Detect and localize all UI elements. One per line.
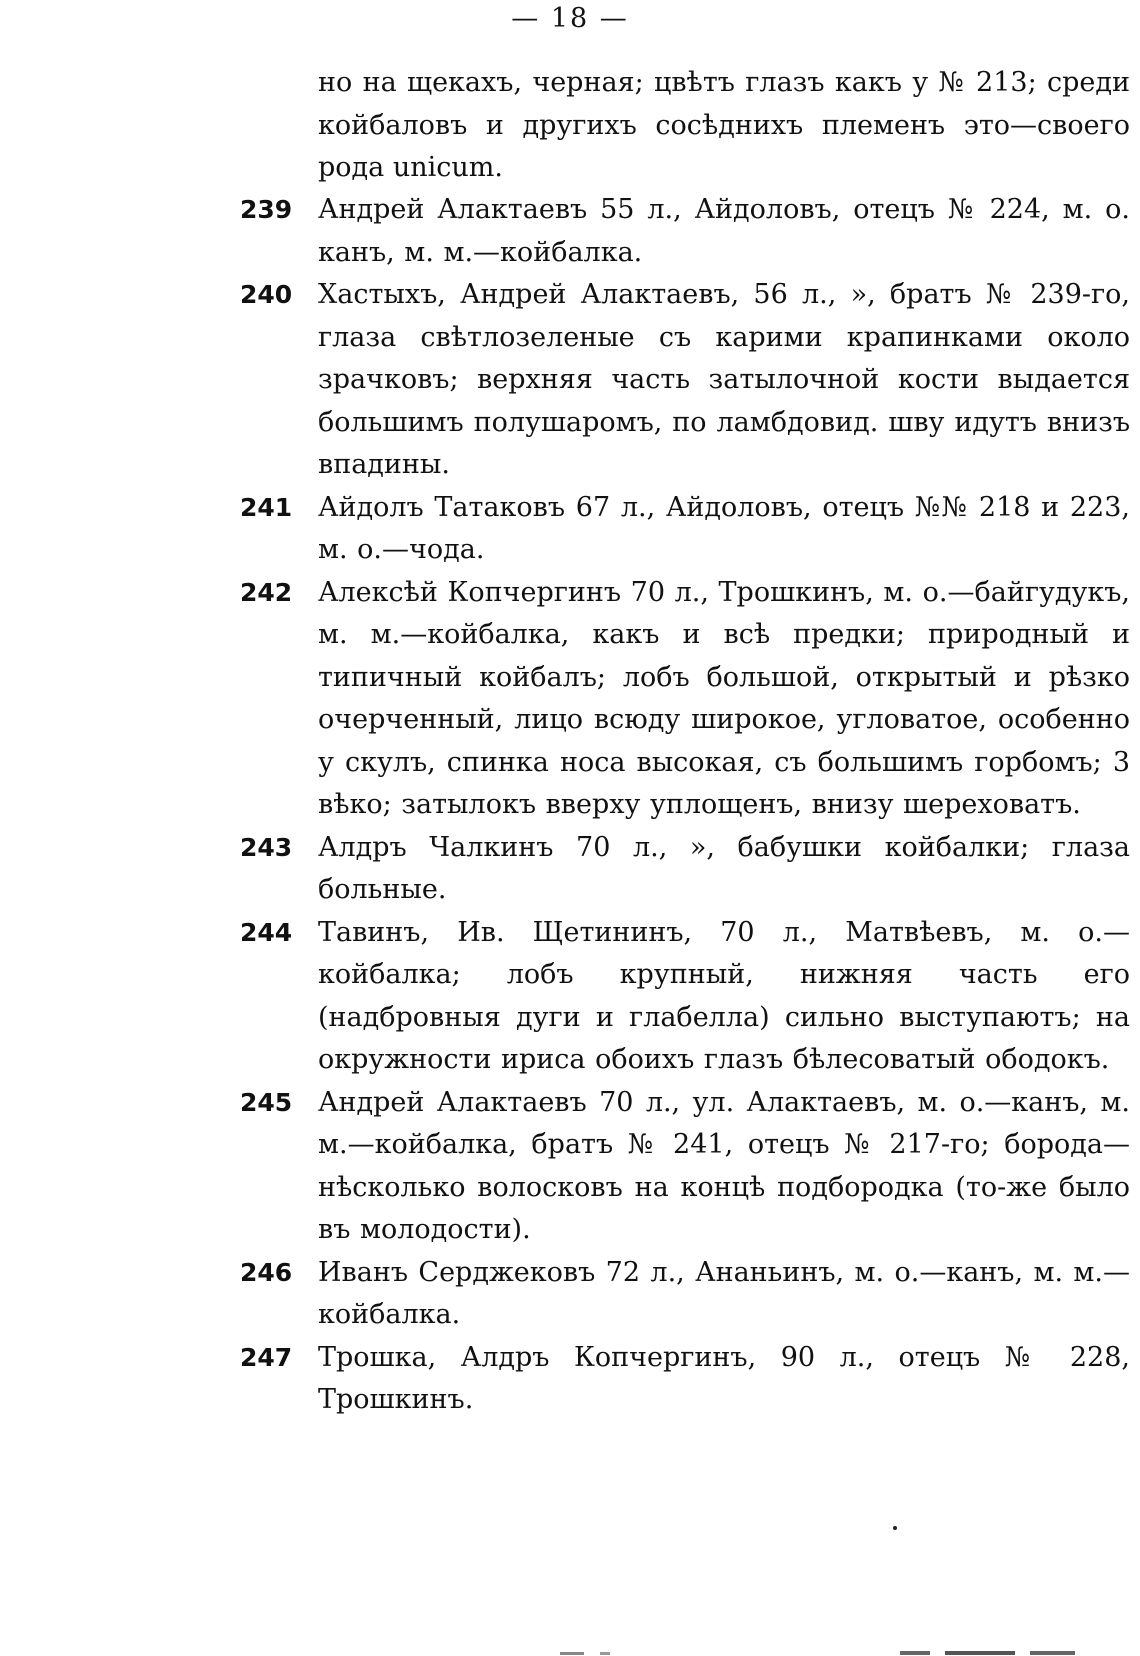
entry-number: 247 <box>240 1342 293 1372</box>
entry-246 <box>0 1252 1140 1337</box>
entry-text: Андрей Алактаевъ 70 л., ул. Алактаевъ, м. о.—канъ, м. м.—койбалка, братъ № 241, отецъ № 217-го; борода—нѣсколько волосковъ на концѣ подбородка (то-же было въ молодости). <box>318 1086 1130 1245</box>
entry-number: 243 <box>240 832 293 862</box>
entry-240 <box>0 274 1140 487</box>
page-number: — 18 — <box>511 3 629 34</box>
entry-245 <box>0 1082 1140 1252</box>
entry-247 <box>0 1337 1140 1422</box>
entry-number: 242 <box>240 577 293 607</box>
entry-text: Алексѣй Копчергинъ 70 л., Трошкинъ, м. о.—байгудукъ, м. м.—койбалка, какъ и всѣ предки; природный и типичный койбалъ; лобъ большой, открытый и рѣзко очерченный, лицо всюду широкое, угловатое, особенно у скулъ, спинка носа высокая, съ большимъ горбомъ; 3 вѣко; затылокъ вверху уплощенъ, внизу шереховатъ. <box>318 576 1130 820</box>
entry-text: Иванъ Серджековъ 72 л., Ананьинъ, м. о.—канъ, м. м.—койбалка. <box>318 1256 1130 1330</box>
entry-text: Алдръ Чалкинъ 70 л., », бабушки койбалки; глаза больные. <box>318 831 1130 905</box>
ink-speck <box>893 1526 897 1530</box>
entry-number: 244 <box>240 917 293 947</box>
entry-text: Айдолъ Татаковъ 67 л., Айдоловъ, отецъ №№ 218 и 223, м. о.—чода. <box>318 491 1130 565</box>
intro-paragraph: но на щекахъ, черная; цвѣтъ глазъ какъ у № 213; среди койбаловъ и другихъ сосѣднихъ племенъ это—своего рода unicum. <box>318 67 1130 183</box>
entry-241 <box>0 487 1140 572</box>
entry-242 <box>0 572 1140 827</box>
entry-244 <box>0 912 1140 1082</box>
entry-number: 239 <box>240 195 293 224</box>
entry-list <box>0 189 1140 1422</box>
entry-text: Тавинъ, Ив. Щетининъ, 70 л., Матвѣевъ, м. о.—койбалка; лобъ крупный, нижняя часть его (надбровныя дуги и глабелла) сильно выступаютъ; на окружности ириса обоихъ глазъ бѣлесоватый ободокъ. <box>318 916 1130 1075</box>
entry-243 <box>0 827 1140 912</box>
entry-number: 241 <box>240 492 293 522</box>
entry-number: 246 <box>240 1257 293 1287</box>
entry-239 <box>0 189 1140 274</box>
entry-number: 240 <box>240 280 293 309</box>
entry-text: Хастыхъ, Андрей Алактаевъ, 56 л., », братъ № 239-го, глаза свѣтлозеленые съ карими крапинками около зрачковъ; верхняя часть затылочной кости выдается большимъ полушаромъ, по ламбдовид. шву идутъ внизъ впадины. <box>318 279 1130 480</box>
scan-edge-marks <box>0 1646 1140 1656</box>
entry-number: 245 <box>240 1087 293 1117</box>
entry-text: Андрей Алактаевъ 55 л., Айдоловъ, отецъ № 224, м. о. канъ, м. м.—койбалка. <box>318 194 1130 268</box>
entry-text: Трошка, Алдръ Копчергинъ, 90 л., отецъ № 228, Трошкинъ. <box>318 1341 1130 1415</box>
